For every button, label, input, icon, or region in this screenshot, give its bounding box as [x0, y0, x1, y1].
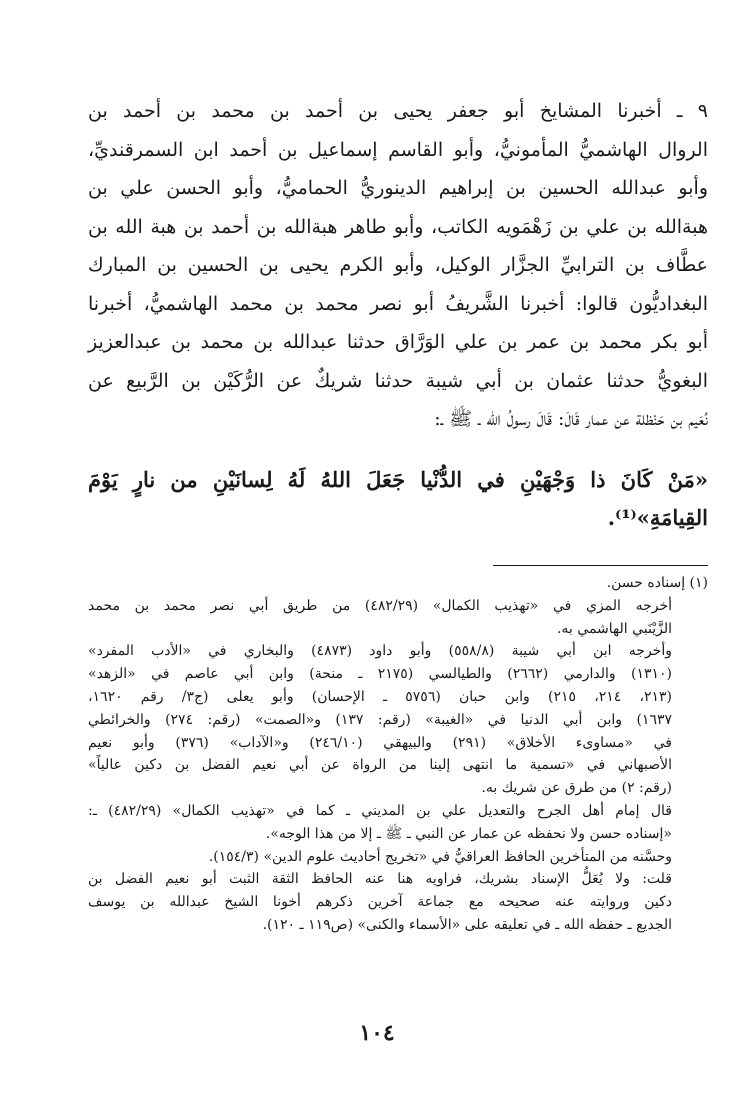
footnote-line: (رقم: ٢) من طرق عن شريك به.: [481, 780, 672, 797]
hadith-line: القِيامَةِ»⁽¹⁾.: [607, 505, 708, 530]
footnote-line: (٢١٣، ٢١٤، ٢١٥) وابن حبان (٥٧٥٦ ـ الإحسان) وأبو يعلى (ج٣/ رقم ١٦٢٠،: [88, 688, 673, 705]
footnote-line: دكين وروايته عنه صحيحه مع جماعة آخرين ذكرهم أخونا الشيخ عبدالله بن يوسف: [88, 894, 672, 911]
main-text-line: البغداديُّون قالوا: أخبرنا الشَّريفُ أبو نصر محمد بن محمد الهاشميُّ، أخبرنا: [88, 292, 708, 315]
main-text-block: [88, 92, 708, 439]
footnote-line: «إسناده حسن ولا نحفظه عن عمار عن النبي ـ ﷺ ـ إلا من هذا الوجه».: [265, 825, 672, 842]
footnote-line: قلت: ولا يُعَلُّ الإسناد بشريك، فراويه هنا عنه الحافظ الثقة الثبت أبو نعيم الفضل بن: [88, 871, 672, 888]
footnote-line: الأصبهاني في «تسمية ما انتهى إلينا من الرواة عن أبي نعيم الفضل بن دكين عالياً»: [88, 757, 672, 774]
main-text-line: وأبو عبدالله الحسين بن إبراهيم الدينوريُّ الحماميُّ، وأبو الحسن علي بن: [88, 177, 708, 199]
footnote-line: قال إمام أهل الجرح والتعديل علي بن المديني ـ كما في «تهذيب الكمال» (٤٨٢/٢٩) ـ:: [88, 802, 672, 819]
footnotes-block: [88, 572, 708, 937]
footnote-line: (١٣١٠) والدارمي (٢٦٦٢) والطيالسي (٢١٧٥ ـ منحة) وابن أبي عاصم في «الزهد»: [88, 666, 672, 683]
main-text-line: عطَّاف بن الترابيِّ الجزَّار الوكيل، وأبو الكرم يحيى بن الحسين بن المبارك: [88, 254, 708, 276]
main-text-line: ٩ ـ أخبرنا المشايخ أبو جعفر يحيى بن أحمد بن محمد بن أحمد بن: [88, 100, 708, 122]
footnote-line: ١٦٣٧) وابن أبي الدنيا في «الغيبة» (رقم: ١٣٧) و«الصمت» (رقم: ٢٧٤) والخرائطي: [88, 711, 672, 728]
footnote-line: وحسَّنه من المتأخرين الحافظ العراقيُّ في «تخريج أحاديث علوم الدين» (١٥٤/٣).: [208, 848, 672, 865]
footnote-line: وأخرجه ابن أبي شيبة (٥٥٨/٨) وأبو داود (٤٨٧٣) والبخاري في «الأدب المفرد»: [88, 643, 672, 660]
hadith-quote: [88, 461, 708, 537]
footnote-line: (١) إسناده حسن.: [606, 575, 708, 591]
footnote-line: في «مساوىء الأخلاق» (٢٩١) والبيهقي (٢٤٦/١٠) و«الآداب» (٣٧٦) وأبو نعيم: [88, 734, 672, 751]
main-text-line: نُعَيم بن حَنْظلة عن عمار قَالَ: قَالَ رسولُ الله ـ ﷺ ـ:: [434, 408, 708, 430]
footnote-separator: [493, 565, 708, 566]
main-text-line: البغويُّ حدثنا عثمان بن أبي شيبة حدثنا شريكٌ عن الرُّكَيْن بن الرَّبيع عن: [88, 369, 708, 392]
main-text-line: أبو بكر محمد بن عمر بن علي الوَرَّاق حدثنا عبدالله بن محمد بن عبدالعزيز: [88, 331, 708, 353]
footnote-line: الزَّيْنَبي الهاشمي به.: [556, 620, 672, 637]
main-text-line: الروال الهاشميُّ المأمونيُّ، وأبو القاسم إسماعيل بن أحمد ابن السمرقنديِّ،: [88, 138, 708, 161]
hadith-line: «مَنْ كَانَ ذا وَجْهَيْنِ في الدُّنْيا جَعَلَ اللهُ لَهُ لِسانَيْنِ من نارٍ يَوْمَ: [88, 467, 708, 492]
footnote-line: أخرجه المزي في «تهذيب الكمال» (٤٨٢/٢٩) من طريق أبي نصر محمد بن محمد: [88, 597, 672, 614]
main-text-line: هبةالله بن علي بن زَهْمَويه الكاتب، وأبو طاهر هبةالله بن أحمد بن هبة الله بن: [88, 215, 708, 238]
footnote-line: الجديع ـ حفظه الله ـ في تعليقه على «الأسماء والكنى» (ص١١٩ ـ ١٢٠).: [262, 916, 672, 933]
page-number: ١٠٤: [359, 1020, 395, 1046]
